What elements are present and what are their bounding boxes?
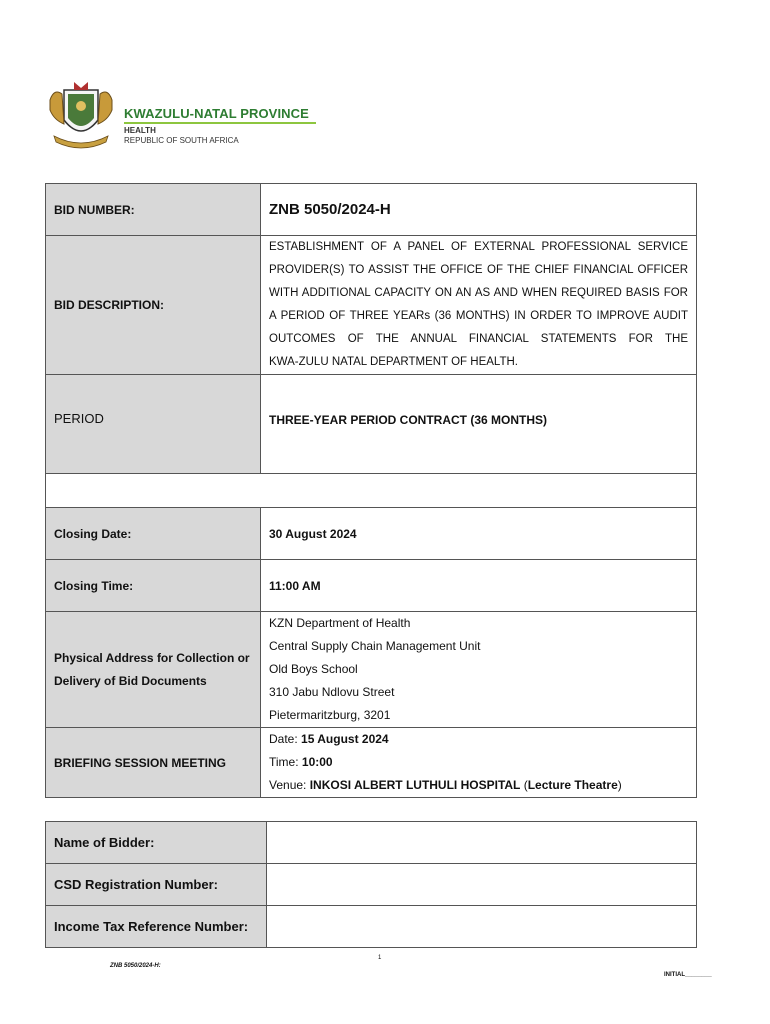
bid-number-row	[46, 184, 697, 236]
tax-label: Income Tax Reference Number:	[46, 906, 267, 948]
province-name: KWAZULU-NATAL PROVINCE	[124, 106, 309, 121]
bid-number-label: BID NUMBER:	[46, 184, 261, 236]
address-line: Central Supply Chain Management Unit	[269, 639, 481, 653]
closing-date-value: 30 August 2024	[261, 508, 697, 560]
period-row	[46, 375, 697, 474]
footer-doc-ref: ZNB 5050/2024-H:	[110, 963, 161, 969]
bid-description-label: BID DESCRIPTION:	[46, 236, 261, 375]
briefing-time-value: 10:00	[301, 755, 333, 769]
closing-time-row	[46, 560, 697, 612]
venue-paren-close: )	[617, 778, 622, 792]
closing-time-label: Closing Time:	[46, 560, 261, 612]
briefing-date	[269, 728, 688, 751]
bid-info-table	[45, 183, 697, 798]
description-line: PROVIDER(S) TO ASSIST THE OFFICE OF THE CHIEF FINANCIAL OFFICER	[269, 264, 688, 276]
bidder-name-row	[46, 822, 697, 864]
address-line: KZN Department of Health	[269, 616, 411, 630]
closing-date-label: Closing Date:	[46, 508, 261, 560]
closing-date-row	[46, 508, 697, 560]
spacer-cell	[46, 474, 697, 508]
address-label: Physical Address for Collection or Delivery of Bid Documents	[46, 612, 261, 728]
description-line: A PERIOD OF THREE YEARs (36 MONTHS) IN ORDER TO IMPROVE AUDIT	[269, 310, 688, 322]
page-number: 1	[378, 955, 382, 961]
briefing-date-prefix: Date:	[269, 732, 302, 746]
csd-number-field[interactable]	[267, 864, 697, 906]
briefing-row	[46, 728, 697, 798]
venue-detail: Lecture Theatre	[527, 778, 618, 792]
bid-number-value: ZNB 5050/2024-H	[261, 184, 697, 236]
address-value	[261, 612, 697, 728]
spacer-row	[46, 474, 697, 508]
closing-time-value: 11:00 AM	[261, 560, 697, 612]
description-line: ESTABLISHMENT OF A PANEL OF EXTERNAL PROFESSIONAL SERVICE	[269, 241, 688, 253]
description-line: OUTCOMES OF THE ANNUAL FINANCIAL STATEMENTS FOR THE	[269, 333, 688, 345]
coat-of-arms-icon	[44, 80, 118, 152]
description-line: WITH ADDITIONAL CAPACITY ON AN AS AND WHEN REQUIRED BASIS FOR	[269, 287, 688, 299]
bid-description-row	[46, 236, 697, 375]
briefing-label: BRIEFING SESSION MEETING	[46, 728, 261, 798]
description-line: KWA-ZULU NATAL DEPARTMENT OF HEALTH.	[269, 356, 518, 368]
country-name: REPUBLIC OF SOUTH AFRICA	[124, 136, 239, 145]
csd-row	[46, 864, 697, 906]
header-logo	[44, 80, 334, 152]
bidder-details-table	[45, 821, 697, 948]
bidder-name-label: Name of Bidder:	[46, 822, 267, 864]
csd-label: CSD Registration Number:	[46, 864, 267, 906]
address-line: Old Boys School	[269, 662, 358, 676]
tax-row	[46, 906, 697, 948]
briefing-value	[261, 728, 697, 798]
bidder-name-field[interactable]	[267, 822, 697, 864]
address-row	[46, 612, 697, 728]
department-name: HEALTH	[124, 126, 156, 135]
tax-number-field[interactable]	[267, 906, 697, 948]
briefing-date-value: 15 August 2024	[301, 732, 389, 746]
briefing-time-prefix: Time:	[269, 755, 302, 769]
briefing-venue	[269, 774, 688, 797]
period-value: THREE-YEAR PERIOD CONTRACT (36 MONTHS)	[261, 375, 697, 474]
brand-divider	[124, 122, 316, 124]
brand-text	[124, 106, 316, 146]
briefing-venue-prefix: Venue:	[269, 778, 310, 792]
address-line: Pietermaritzburg, 3201	[269, 708, 391, 722]
briefing-time	[269, 751, 688, 774]
period-label: PERIOD	[46, 375, 261, 474]
address-line: 310 Jabu Ndlovu Street	[269, 685, 395, 699]
briefing-venue-value: INKOSI ALBERT LUTHULI HOSPITAL	[309, 778, 521, 792]
footer-initial: INITIAL________	[664, 972, 712, 978]
bid-description-value	[261, 236, 697, 375]
venue-paren-open: (	[520, 778, 528, 792]
